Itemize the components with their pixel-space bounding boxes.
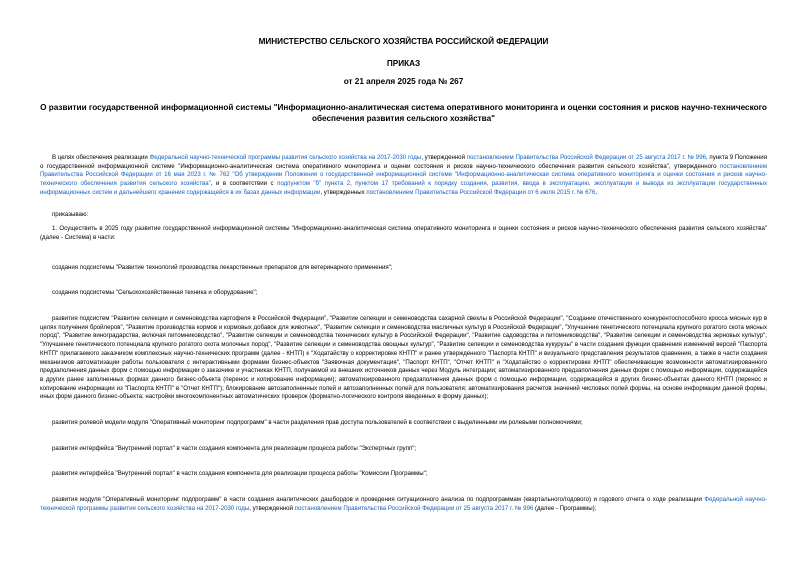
preamble-paragraph bbox=[40, 154, 767, 198]
document-type: ПРИКАЗ bbox=[386, 59, 421, 68]
sub-item-2: создания подсистемы "Сельскохозяйственная техника и оборудование"; bbox=[52, 289, 258, 297]
preamble-text-4: , и в соответствии с bbox=[210, 180, 278, 188]
preamble-text-3: , пункта 9 Положения о государственной информационной системе "Информационно-аналитическая система оперативного мониторинга и оценки состояния и рисков научно-технического обеспечения развития сельского хозяйства", утвержденного bbox=[40, 154, 768, 170]
link-decree-996-2[interactable]: постановлением Правительства Российской Федерации от 25 августа 2017 г. № 996 bbox=[294, 504, 534, 512]
preamble-text-1: В целях обеспечения реализации bbox=[52, 154, 150, 161]
sub-item-6: развития интерфейса "Внутренний портал" в части создания компонента для реализации процесса работы "Комиссии Программы"; bbox=[52, 470, 428, 478]
sub-item-7-text-3: (далее - Программы); bbox=[533, 504, 597, 512]
sub-item-3: развития подсистем "Развитие селекции и семеноводства картофеля в Российской Федерации", "Развитие селекции и семеноводства сахарной свеклы в Российской Федерации", "Создание отечественного конкурентоспособного кросса мясных кур в целях получения бройлеров", "Развитие производства кормов и кормовых добавок для животных", "Развитие селекции и семеноводства масличных культур в Российской Федерации", "Улучшение генетического потенциала крупного рогатого скота мясных пород", "Развитие виноградарства, включая питомниководство", "Развитие селекции и семеноводства технических культур в Российской Федерации", "Развитие садоводства и питомниководства", "Развитие селекции и семеноводства зерновых культур", "Улучшение генетического потенциала крупного рогатого скота молочных пород", "Развитие селекции и семеноводства овощных культур", "Развитие селекции и семеноводства кукурузы" в части создания функции сравнения изменений версий "Паспорта КНТП" прилагаемого заказчиком комплексных научно-технических программ (далее - КНТП) к "Ходатайству о корректировке КНТП" и ранее утвержденного "Паспорта КНТП" и визуального представления результатов сравнения, а также в части создания механизмов автоматизации работы пользователя с интерактивными формами бизнес-объектов "Заявочная документация", "Паспорт КНТП", "Отчет КНТП" и "Ходатайство о корректировке КНТП" обеспечивающие возможности автоматизированного предзаполнения данных форм с помощью информации о заказчике и участниках КНТП, получаемой из внешних источников данных через Модуль интеграции; автоматизированного предзаполнения данных форм с помощью информации, содержащейся в других ранее заполненных формах данного бизнес-объекта (перенос и копирование информации); автоматизированного предзаполнения данных форм с помощью информации, содержащейся в других бизнес-объектах данного КНТП (перенос и копирование информации из "Паспорта КНТП" в "Отчет КНТП"); блокирование автозаполненных полей и автозаполненных полей для пользователя; автоматизирования расчетов значений числовых полей формы, на основе информации данной формы, иных форм данного бизнес-объекта; настройки многокомпонентных автоматических проверок (форматно-логического контроля введенных в форму данных); bbox=[40, 315, 767, 401]
preamble-text-5: , утвержденных bbox=[320, 188, 367, 196]
link-decree-762[interactable]: постановлением Правительства Российской Федерации от 16 мая 2023 г. № 762 "Об утверждении Положения о государственной информационной системе "Информационно-аналитическая система оперативного мониторинга и оценки состояния и рисков научно-технического обеспечения развития сельского хозяйства" bbox=[40, 162, 767, 188]
sub-item-7-text-1: развития модуля "Оперативный мониторинг подпрограмм" в части создания аналитических дашбордов и проведения ситуационного анализа по подпрограммам (квартального/годового) и годового отчета о ходе реализации bbox=[52, 496, 705, 504]
order-word: приказываю: bbox=[52, 210, 89, 218]
preamble-text-2: , утвержденной bbox=[421, 154, 467, 161]
document-body bbox=[40, 154, 767, 514]
document-subject: О развитии государственной информационной системы "Информационно-аналитическая система оперативного мониторинга и оценки состояния и рисков научно-технического обеспечения развития сельского хозяйства" bbox=[40, 103, 767, 123]
link-federal-program[interactable]: Федеральной научно-технической программы развития сельского хозяйства на 2017-2030 годы bbox=[149, 154, 422, 161]
sub-item-4: развития ролевой модели модуля "Оперативный мониторинг подпрограмм" в части разделения прав доступа пользователей в соответствии с выделенными им ролевыми полномочиями; bbox=[52, 419, 583, 427]
link-federal-program-2[interactable]: Федеральной научно-технической программы развития сельского хозяйства на 2017-2030 годы bbox=[40, 496, 767, 512]
sub-item-1: создания подсистемы "Развитие технологий производства лекарственных препаратов для ветеринарного применения"; bbox=[52, 263, 393, 271]
preamble-text-6: , bbox=[595, 188, 597, 196]
sub-item-7 bbox=[40, 496, 767, 513]
item-1: 1. Осуществить в 2025 году развитие государственной информационной системы "Информационно-аналитическая система оперативного мониторинга и оценки состояния и рисков научно-технического обеспечения развития сельского хозяйства" (далее - Система) в части: bbox=[40, 225, 767, 241]
date-number: от 21 апреля 2025 года № 267 bbox=[343, 77, 464, 86]
link-decree-996[interactable]: постановлением Правительства Российской Федерации от 25 августа 2017 г. № 996 bbox=[466, 154, 706, 161]
sub-item-5: развития интерфейса "Внутренний портал" в части создания компонента для реализации процесса работы "Экспертных групп"; bbox=[52, 444, 417, 452]
link-requirements[interactable]: подпунктом "б" пункта 2, пунктом 17 требований к порядку создания, развития, ввода в эксплуатацию, эксплуатации и вывода из эксплуатации государственных информационных систем и дальнейшего хранения содержащейся в их базах данных информации bbox=[40, 180, 767, 196]
ministry-title: МИНИСТЕРСТВО СЕЛЬСКОГО ХОЗЯЙСТВА РОССИЙСКОЙ ФЕДЕРАЦИИ bbox=[258, 37, 549, 46]
link-decree-676[interactable]: постановлением Правительства Российской Федерации от 6 июля 2015 г. № 676 bbox=[366, 188, 596, 196]
sub-item-7-text-2: , утвержденной bbox=[249, 504, 295, 512]
